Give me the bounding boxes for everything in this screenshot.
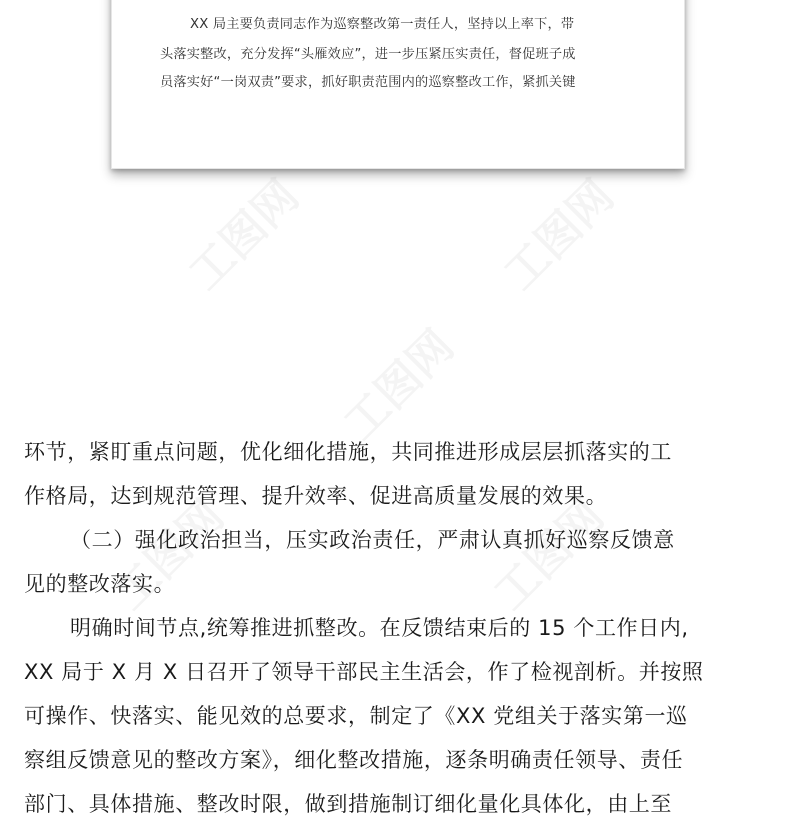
body-paragraph-line: 明确时间节点,统筹推进抓整改。在反馈结束后的 15 个工作日内, xyxy=(70,616,689,640)
body-paragraph-line: 察组反馈意见的整改方案》，细化整改措施，逐条明确责任领导、责任 xyxy=(24,748,684,772)
card-text-line: 头落实整改，充分发挥“头雁效应”，进一步压紧压实责任，督促班子成 xyxy=(160,47,576,62)
body-paragraph-line: 环节，紧盯重点问题，优化细化措施，共同推进形成层层抓落实的工 xyxy=(24,440,672,464)
card-text-line: XX 局主要负责同志作为巡察整改第一责任人，坚持以上率下，带 xyxy=(190,17,575,32)
watermark-logo xyxy=(327,313,466,452)
body-paragraph-line: 作格局，达到规范管理、提升效率、促进高质量发展的效果。 xyxy=(24,484,608,508)
body-paragraph-line: 见的整改落实。 xyxy=(24,572,176,596)
document-page-preview xyxy=(111,0,685,169)
section-heading: （二）强化政治担当，压实政治责任，严肃认真抓好巡察反馈意 xyxy=(70,528,675,552)
watermark-logo xyxy=(172,163,311,302)
body-paragraph-line: 可操作、快落实、能见效的总要求，制定了《XX 党组关于落实第一巡 xyxy=(24,704,688,728)
watermark-logo xyxy=(487,163,626,302)
body-paragraph-line: 部门、具体措施、整改时限，做到措施制订细化量化具体化，由上至 xyxy=(24,792,672,816)
body-paragraph-line: XX 局于 X 月 X 日召开了领导干部民主生活会，作了检视剖析。并按照 xyxy=(24,660,704,684)
card-text-line: 员落实好“一岗双责”要求，抓好职责范围内的巡察整改工作，紧抓关键 xyxy=(160,75,576,90)
